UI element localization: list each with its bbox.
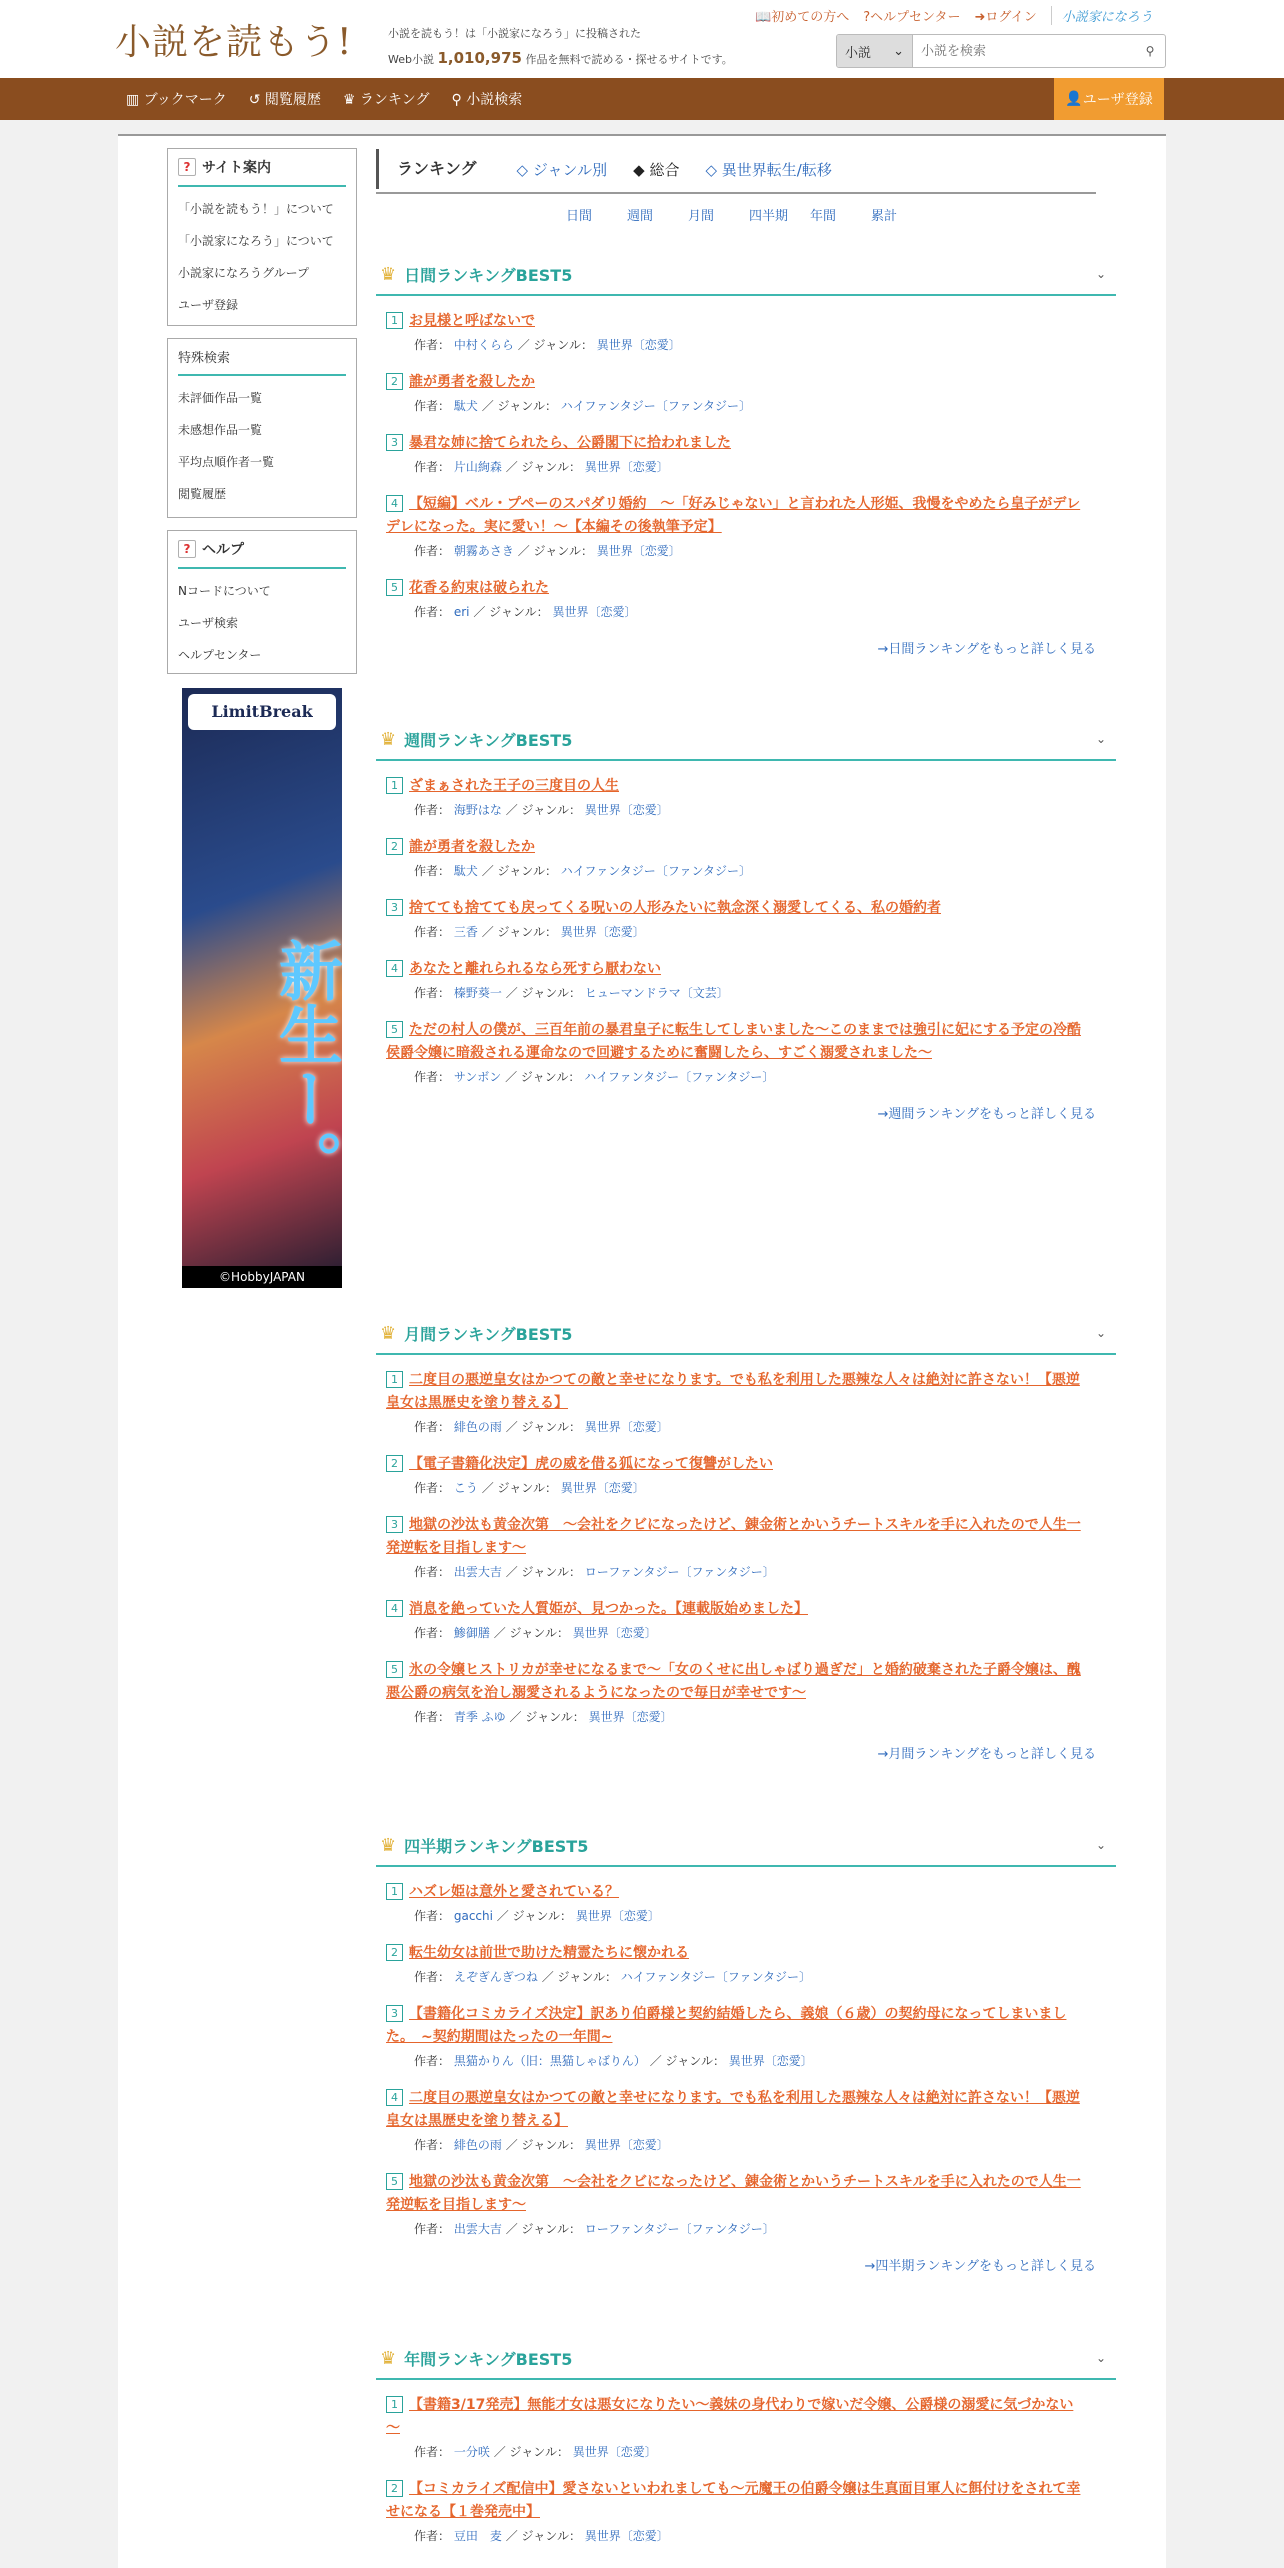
ranking-entry	[386, 2478, 1086, 2548]
genre-link[interactable]: ハイファンタジー〔ファンタジー〕	[560, 864, 751, 878]
ranking-entry	[386, 897, 1086, 944]
author-link[interactable]: えぞぎんぎつね	[453, 1970, 538, 1984]
help-title: ヘルプ	[202, 542, 244, 558]
site-guide-title: サイト案内	[202, 160, 272, 176]
sidebar-item-about-yomou[interactable]: 「小説を読もう！」について	[178, 202, 334, 216]
beginners-link[interactable]: 📖初めての方へ	[755, 10, 850, 25]
banner-credit: ©HobbyJAPAN	[182, 1266, 342, 1288]
genre-link[interactable]: ハイファンタジー〔ファンタジー〕	[620, 1970, 811, 1984]
rank-number: 4	[386, 960, 403, 977]
entry-meta: 作者： えぞぎんぎつね ／ ジャンル： ハイファンタジー〔ファンタジー〕	[414, 1970, 811, 1984]
section-header[interactable]	[376, 1313, 1116, 1355]
genre-link[interactable]: 異世界〔恋愛〕	[584, 1420, 669, 1434]
rank-number: 4	[386, 1600, 403, 1617]
entry-meta: 作者： 駄犬 ／ ジャンル： ハイファンタジー〔ファンタジー〕	[414, 864, 751, 878]
genre-link[interactable]: 異世界〔恋愛〕	[560, 1481, 645, 1495]
entry-title-link[interactable]: 2 【電子書籍化決定】虎の威を借る狐になって復讐がしたい	[386, 1453, 1086, 1476]
author-link[interactable]: 朝霧あさき	[453, 544, 514, 558]
ranking-entry	[386, 1453, 1086, 1500]
genre-link[interactable]: 異世界〔恋愛〕	[572, 1626, 657, 1640]
genre-link[interactable]: 異世界〔恋愛〕	[560, 925, 645, 939]
special-search-box	[167, 338, 357, 518]
author-link[interactable]: 鯵御膳	[453, 1626, 490, 1640]
entry-title-link[interactable]: 5 地獄の沙汰も黄金次第 ～会社をクビになったけど、錬金術とかいうチートスキルを手に入れたので人生一発逆転を目指します～	[386, 2174, 1081, 2213]
entry-meta: 作者： 一分咲 ／ ジャンル： 異世界〔恋愛〕	[414, 2445, 657, 2459]
rank-number: 2	[386, 838, 403, 855]
ranking-section	[376, 254, 1116, 657]
ranking-entry	[386, 577, 1086, 624]
sidebar-item-register[interactable]: ユーザ登録	[178, 298, 239, 312]
entry-meta: 作者： 榛野葵一 ／ ジャンル： ヒューマンドラマ〔文芸〕	[414, 986, 729, 1000]
more-ranking-link[interactable]: →週間ランキングをもっと詳しく見る	[877, 1107, 1096, 1122]
entry-meta: 作者： 緋色の雨 ／ ジャンル： 異世界〔恋愛〕	[414, 1420, 669, 1434]
ad-banner[interactable]	[182, 688, 342, 1288]
period-weekly[interactable]: 週間	[627, 209, 654, 224]
more-ranking-link[interactable]: →四半期ランキングをもっと詳しく見る	[864, 2259, 1096, 2274]
search-input[interactable]	[913, 35, 1135, 67]
entry-meta: 作者： 三香 ／ ジャンル： 異世界〔恋愛〕	[414, 925, 645, 939]
banner-main-text: 新生ー。	[268, 938, 342, 1194]
entry-meta: 作者： 駄犬 ／ ジャンル： ハイファンタジー〔ファンタジー〕	[414, 399, 751, 413]
genre-link[interactable]: 異世界〔恋愛〕	[596, 338, 681, 352]
ranking-entry	[386, 1598, 1086, 1645]
genre-link[interactable]: 異世界〔恋愛〕	[728, 2054, 813, 2068]
entry-title-link[interactable]: 2 【コミカライズ配信中】愛さないといわれましても～元魔王の伯爵令嬢は生真面目軍人に餌付けをされて幸せになる【１巻発売中】	[386, 2481, 1081, 2520]
ranking-header	[376, 146, 1096, 194]
author-link[interactable]: 一分咲	[453, 2445, 490, 2459]
genre-link[interactable]: ローファンタジー〔ファンタジー〕	[584, 1565, 775, 1579]
rank-number: 2	[386, 1944, 403, 1961]
author-link[interactable]: 海野はな	[453, 803, 502, 817]
register-button[interactable]: 👤 ユーザ登録	[1054, 78, 1164, 120]
chevron-down-icon[interactable]: ⌄	[1095, 2351, 1106, 2365]
tab-isekai[interactable]: ◇ 異世界転生/転移	[705, 160, 832, 179]
entry-meta: 作者： 鯵御膳 ／ ジャンル： 異世界〔恋愛〕	[414, 1626, 657, 1640]
author-link[interactable]: 黒猫かりん（旧：黒猫しゃばりん）	[453, 2054, 646, 2068]
entry-meta: 作者： 黒猫かりん（旧：黒猫しゃばりん） ／ ジャンル： 異世界〔恋愛〕	[414, 2054, 813, 2068]
entry-title-link[interactable]: 4 【短編】ベル・プペーのスパダリ婚約 ～「好みじゃない」と言われた人形姫、我慢をやめたら皇子がデレデレになった。実に愛い！～【本編その後執筆予定】	[386, 496, 1081, 535]
tagline-line1: 小説を読もう！は「小説家になろう」に投稿された	[388, 27, 641, 40]
search-button[interactable]	[1135, 35, 1165, 67]
genre-link[interactable]: 異世界〔恋愛〕	[584, 2529, 669, 2543]
rank-number: 2	[386, 1455, 403, 1472]
rank-number: 3	[386, 434, 403, 451]
author-link[interactable]: 出雲大吉	[453, 1565, 502, 1579]
sidebar-item-avg-authors[interactable]: 平均点順作者一覧	[178, 455, 275, 469]
ranking-entry	[386, 1659, 1086, 1729]
entry-title-link[interactable]: 5 花香る約束は破られた	[386, 577, 1086, 600]
period-tabs	[566, 205, 932, 224]
ranking-section	[376, 2338, 1116, 2562]
rank-number: 3	[386, 899, 403, 916]
chevron-down-icon[interactable]: ⌄	[1095, 732, 1106, 746]
nav-ranking[interactable]: ♛ ランキング	[342, 92, 430, 108]
user-icon: 👤	[1065, 91, 1083, 107]
genre-link[interactable]: 異世界〔恋愛〕	[575, 1909, 660, 1923]
site-header	[0, 0, 1284, 78]
ranking-entry	[386, 1019, 1086, 1089]
entry-title-link[interactable]: 1 【書籍3/17発売】無能才女は悪女になりたい～義妹の身代わりで嫁いだ令嬢、公爵様の溺愛に気づかない～	[386, 2397, 1074, 2436]
rank-number: 1	[386, 777, 403, 794]
nav-history[interactable]: ↺ 閲覧履歴	[248, 92, 321, 108]
sidebar-item-help-center[interactable]: ヘルプセンター	[178, 648, 262, 662]
tab-genre[interactable]: ◇ ジャンル別	[516, 160, 608, 179]
chevron-down-icon[interactable]: ⌄	[1095, 267, 1106, 281]
entry-title-link[interactable]: 4 消息を絶っていた人質姫が、見つかった。【連載版始めました】	[386, 1598, 1086, 1621]
rank-number: 5	[386, 1021, 403, 1038]
section-header[interactable]	[376, 2338, 1116, 2380]
author-link[interactable]: 駄犬	[453, 864, 478, 878]
section-header[interactable]	[376, 719, 1116, 761]
entry-title-link[interactable]: 5 氷の令嬢ヒストリカが幸せになるまで〜「女のくせに出しゃばり過ぎだ」と婚約破棄された子爵令嬢は、醜悪公爵の病気を治し溺愛されるようになったので毎日が幸せです〜	[386, 1662, 1081, 1701]
entry-meta: 作者： eri ／ ジャンル： 異世界〔恋愛〕	[414, 605, 637, 619]
entry-meta: 作者： こう ／ ジャンル： 異世界〔恋愛〕	[414, 1481, 645, 1495]
rank-number: 5	[386, 2173, 403, 2190]
chevron-down-icon[interactable]: ⌄	[1095, 1326, 1106, 1340]
ranking-section	[376, 1313, 1116, 1762]
ranking-section	[376, 719, 1116, 1122]
author-link[interactable]: eri	[453, 605, 470, 619]
help-box	[167, 530, 357, 674]
crown-icon: ♛	[380, 1834, 397, 1856]
author-link[interactable]: こう	[453, 1481, 478, 1495]
search-icon: ⚲	[1145, 44, 1155, 58]
ranking-entry	[386, 2003, 1086, 2073]
nav-bookmark[interactable]: ▥ ブックマーク	[126, 92, 227, 108]
ranking-entry	[386, 1942, 1086, 1989]
question-icon: ?	[863, 10, 871, 25]
genre-link[interactable]: ハイファンタジー〔ファンタジー〕	[584, 1070, 775, 1084]
rank-number: 1	[386, 312, 403, 329]
more-ranking-link[interactable]: →日間ランキングをもっと詳しく見る	[877, 642, 1096, 657]
author-link[interactable]: 出雲大吉	[453, 2222, 502, 2236]
rank-number: 3	[386, 1516, 403, 1533]
ranking-entry	[386, 775, 1086, 822]
entry-title-link[interactable]: 3 捨てても捨てても戻ってくる呪いの人形みたいに執念深く溺愛してくる、私の婚約者	[386, 897, 1086, 920]
author-link[interactable]: 青季 ふゆ	[453, 1710, 506, 1724]
entry-meta: 作者： サンボン ／ ジャンル： ハイファンタジー〔ファンタジー〕	[414, 1070, 775, 1084]
genre-link[interactable]: 異世界〔恋愛〕	[588, 1710, 673, 1724]
rank-number: 5	[386, 1661, 403, 1678]
entry-meta: 作者： 朝霧あさき ／ ジャンル： 異世界〔恋愛〕	[414, 544, 681, 558]
entry-title-link[interactable]: 2 誰が勇者を殺したか	[386, 371, 1086, 394]
entry-meta: 作者： 豆田 麦 ／ ジャンル： 異世界〔恋愛〕	[414, 2529, 669, 2543]
section-title: 四半期ランキングBEST5	[404, 1836, 589, 1856]
rank-number: 4	[386, 2089, 403, 2106]
rank-number: 2	[386, 373, 403, 390]
more-ranking-link[interactable]: →月間ランキングをもっと詳しく見る	[877, 1747, 1096, 1762]
genre-link[interactable]: 異世界〔恋愛〕	[584, 803, 669, 817]
ranking-section	[376, 1825, 1116, 2274]
entry-title-link[interactable]: 1 二度目の悪逆皇女はかつての敵と幸せになります。でも私を利用した悪辣な人々は絶対に許さない！【悪逆皇女は黒歴史を塗り替える】	[386, 1372, 1080, 1411]
ranking-entry	[386, 371, 1086, 418]
ranking-entry	[386, 2394, 1086, 2464]
sidebar-item-history[interactable]: 閲覧履歴	[178, 487, 227, 501]
sidebar-item-unrated[interactable]: 未評価作品一覧	[178, 391, 263, 405]
special-search-title: 特殊検索	[178, 347, 346, 376]
entry-title-link[interactable]: 2 転生幼女は前世で助けた精霊たちに懐かれる	[386, 1942, 1086, 1965]
author-link[interactable]: 中村くらら	[453, 338, 514, 352]
book-icon: 📖	[755, 10, 772, 25]
section-title: 週間ランキングBEST5	[404, 730, 573, 750]
section-title: 月間ランキングBEST5	[404, 1324, 573, 1344]
section-title: 年間ランキングBEST5	[404, 2349, 573, 2369]
site-guide-box	[167, 148, 357, 326]
history-icon: ↺	[248, 92, 265, 108]
author-link[interactable]: gacchi	[453, 1909, 493, 1923]
section-title: 日間ランキングBEST5	[404, 265, 573, 285]
author-link[interactable]: サンボン	[453, 1070, 502, 1084]
entry-title-link[interactable]: 2 誰が勇者を殺したか	[386, 836, 1086, 859]
tab-overall[interactable]: ◆ 総合	[633, 160, 680, 179]
author-link[interactable]: 三香	[453, 925, 478, 939]
chevron-down-icon: ⌄	[893, 43, 904, 59]
sidebar-item-no-review[interactable]: 未感想作品一覧	[178, 423, 263, 437]
rank-number: 2	[386, 2480, 403, 2497]
sidebar-item-user-search[interactable]: ユーザ検索	[178, 616, 239, 630]
ranking-entry	[386, 432, 1086, 479]
crown-icon: ♛	[380, 728, 397, 750]
period-yearly[interactable]: 年間	[810, 209, 837, 224]
bookmark-icon: ▥	[126, 92, 144, 108]
period-quarterly[interactable]: 四半期	[749, 209, 789, 224]
ranking-entry	[386, 1514, 1086, 1584]
genre-link[interactable]: 異世界〔恋愛〕	[552, 605, 637, 619]
author-link[interactable]: 駄犬	[453, 399, 478, 413]
tagline-line2: Web小説 1,010,975 作品を無料で読める・探せるサイトです。	[388, 49, 733, 67]
crown-icon: ♛	[380, 263, 397, 285]
entry-meta: 作者： 出雲大吉 ／ ジャンル： ローファンタジー〔ファンタジー〕	[414, 2222, 775, 2236]
crown-icon: ♛	[380, 1322, 397, 1344]
period-monthly[interactable]: 月間	[688, 209, 715, 224]
entry-meta: 作者： gacchi ／ ジャンル： 異世界〔恋愛〕	[414, 1909, 660, 1923]
ranking-entry	[386, 2087, 1086, 2157]
entry-meta: 作者： 青季 ふゆ ／ ジャンル： 異世界〔恋愛〕	[414, 1710, 673, 1724]
login-icon: ➜	[974, 10, 986, 25]
rank-number: 1	[386, 1883, 403, 1900]
question-icon: ?	[178, 158, 196, 176]
genre-link[interactable]: 異世界〔恋愛〕	[584, 2138, 669, 2152]
ranking-entry	[386, 1881, 1086, 1928]
rank-number: 1	[386, 1371, 403, 1388]
search-type-select[interactable]: 小説 ⌄	[837, 35, 913, 67]
entry-meta: 作者： 海野はな ／ ジャンル： 異世界〔恋愛〕	[414, 803, 669, 817]
rank-number: 3	[386, 2005, 403, 2022]
nav-search[interactable]: ⚲ 小説検索	[451, 92, 523, 108]
author-link[interactable]: 片山絢森	[453, 460, 502, 474]
author-link[interactable]: 豆田 麦	[453, 2529, 502, 2543]
entry-title-link[interactable]: 1 ざまぁされた王子の三度目の人生	[386, 775, 1086, 798]
rank-number: 4	[386, 495, 403, 512]
partner-logo[interactable]: 小説家になろう	[1051, 6, 1153, 25]
genre-link[interactable]: ハイファンタジー〔ファンタジー〕	[560, 399, 751, 413]
entry-title-link[interactable]: 4 二度目の悪逆皇女はかつての敵と幸せになります。でも私を利用した悪辣な人々は絶対に許さない！【悪逆皇女は黒歴史を塗り替える】	[386, 2090, 1080, 2129]
genre-link[interactable]: ローファンタジー〔ファンタジー〕	[584, 2222, 775, 2236]
login-link[interactable]: ➜ログイン	[974, 10, 1037, 25]
entry-meta: 作者： 緋色の雨 ／ ジャンル： 異世界〔恋愛〕	[414, 2138, 669, 2152]
help-center-link[interactable]: ?ヘルプセンター	[863, 10, 961, 25]
work-count: 1,010,975	[437, 49, 522, 67]
author-link[interactable]: 榛野葵一	[453, 986, 502, 1000]
entry-title-link[interactable]: 3 【書籍化コミカライズ決定】訳あり伯爵様と契約結婚したら、義娘（６歳）の契約母になってしまいました。 ~契約期間はたったの一年間~	[386, 2006, 1067, 2045]
main-nav	[0, 78, 1284, 120]
rank-number: 1	[386, 2396, 403, 2413]
ranking-entry	[386, 2171, 1086, 2241]
ranking-entry	[386, 310, 1086, 357]
section-header[interactable]	[376, 254, 1116, 296]
entry-title-link[interactable]: 5 ただの村人の僕が、三百年前の暴君皇子に転生してしまいました～このままでは強引に妃にする予定の冷酷侯爵令嬢に暗殺される運命なので回避するために奮闘したら、すごく溺愛されました～	[386, 1022, 1081, 1061]
crown-icon: ♛	[380, 2347, 397, 2369]
period-daily[interactable]: 日間	[566, 209, 593, 224]
genre-link[interactable]: ヒューマンドラマ〔文芸〕	[584, 986, 729, 1000]
crown-icon: ♛	[342, 92, 360, 108]
site-logo[interactable]: 小説を読もう!	[115, 22, 353, 63]
genre-link[interactable]: 異世界〔恋愛〕	[584, 460, 669, 474]
ranking-entry	[386, 836, 1086, 883]
banner-title: LimitBreak	[188, 694, 336, 730]
ranking-entry	[386, 1369, 1086, 1439]
entry-meta: 作者： 中村くらら ／ ジャンル： 異世界〔恋愛〕	[414, 338, 681, 352]
genre-link[interactable]: 異世界〔恋愛〕	[596, 544, 681, 558]
entry-title-link[interactable]: 1 お見様と呼ばないで	[386, 310, 1086, 333]
ranking-entry	[386, 958, 1086, 1005]
sidebar-item-about-narou[interactable]: 「小説家になろう」について	[178, 234, 334, 248]
entry-title-link[interactable]: 4 あなたと離れられるなら死すら厭わない	[386, 958, 1086, 981]
author-link[interactable]: 緋色の雨	[453, 2138, 502, 2152]
ranking-title: ランキング	[376, 149, 477, 189]
entry-title-link[interactable]: 1 ハズレ姫は意外と愛されている？	[386, 1881, 1086, 1904]
search-box	[836, 34, 1166, 68]
rank-number: 5	[386, 579, 403, 596]
genre-link[interactable]: 異世界〔恋愛〕	[572, 2445, 657, 2459]
ranking-entry	[386, 493, 1086, 563]
entry-meta: 作者： 出雲大吉 ／ ジャンル： ローファンタジー〔ファンタジー〕	[414, 1565, 775, 1579]
entry-title-link[interactable]: 3 地獄の沙汰も黄金次第 ～会社をクビになったけど、錬金術とかいうチートスキルを手に入れたので人生一発逆転を目指します～	[386, 1517, 1081, 1556]
top-links	[755, 6, 1153, 25]
sidebar-item-ncode[interactable]: Nコードについて	[178, 584, 271, 598]
search-icon: ⚲	[451, 92, 467, 108]
question-icon: ?	[178, 540, 196, 558]
entry-meta: 作者： 片山絢森 ／ ジャンル： 異世界〔恋愛〕	[414, 460, 669, 474]
site-tagline	[388, 22, 733, 72]
chevron-down-icon[interactable]: ⌄	[1095, 1838, 1106, 1852]
entry-title-link[interactable]: 3 暴君な姉に捨てられたら、公爵閣下に拾われました	[386, 432, 1086, 455]
sidebar-item-group[interactable]: 小説家になろうグループ	[178, 266, 310, 280]
period-total[interactable]: 累計	[871, 209, 898, 224]
section-header[interactable]	[376, 1825, 1116, 1867]
author-link[interactable]: 緋色の雨	[453, 1420, 502, 1434]
